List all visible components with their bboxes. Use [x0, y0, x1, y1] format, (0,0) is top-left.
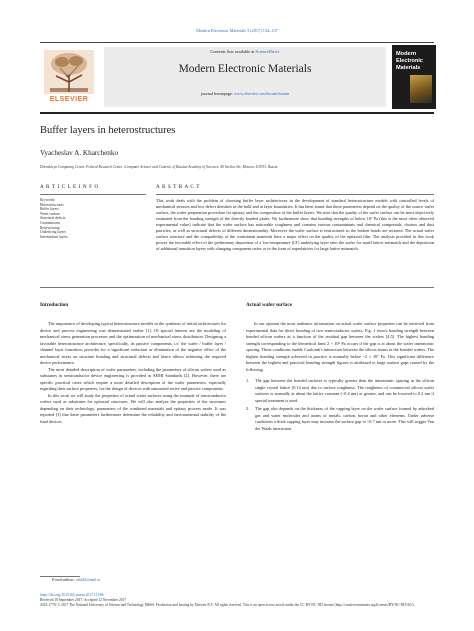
wafer-paragraph: In our opinion the most authentic information on actual wafer surface properties can be retrieved from experimental data for direct bonding of two semiconductor wafers. Fig. 1 shows bonding strength between bonded silicon wafers as a function of the residual gap between the wafers [4,5]. The highest bonding strength corresponding to the theoretical limit 2 × 10⁹ Pa occurs if the gap is at about the wafer interatomic spacing. These conditions enable Coulomb's interaction between the silicon atoms in the bonded wafers. The highest bonding strength achieved in practice is normally below ~2 × 10⁷ Pa. This significant difference between the highest and practical bonding strength figures is attributed to large surface gaps caused by the following.	[246, 321, 434, 372]
footnote-rule	[40, 576, 80, 577]
keyword: Contaminants	[40, 220, 60, 225]
keywords-block	[40, 198, 146, 239]
contents-prefix: Contents lists available at	[210, 49, 256, 54]
list-text: The gap also depends on the thickness of the capping layer on the wafer surface formed by adsorbed gas and water molecules and atoms of metals, carbon, boron and other elements. Under adverse conditions a thick capping layer may increase the surface gap to ~0.7 nm or more. This will trigger Van der Waals interaction	[255, 406, 434, 431]
keyword: Buffer layers	[40, 207, 59, 212]
list-number: 1.	[246, 378, 250, 383]
keyword: Heterostructures	[40, 202, 64, 207]
keyword: Underlying layers	[40, 230, 66, 235]
top-rule	[40, 42, 434, 43]
abstract-rule	[156, 194, 434, 195]
list-item	[246, 378, 434, 404]
cover-title-line: Modern	[396, 51, 417, 57]
sciencedirect-link[interactable]: ScienceDirect	[255, 49, 280, 54]
abstract-heading: A B S T R A C T	[156, 184, 201, 190]
introduction-section	[40, 302, 226, 425]
article-info-rule	[40, 194, 146, 195]
author-name[interactable]: Vyacheslav A. Kharchenko	[40, 149, 119, 157]
abstract-bottom-rule	[40, 287, 434, 288]
email-link[interactable]: vakh61@mail.ru	[75, 578, 100, 582]
footnote-email	[52, 578, 100, 583]
abstract-text: This work deals with the problem of choosing buffer layer architectures in the development of standard heterostructure models with controlled levels of mechanical stresses and low defect densities in the bulk and at layer boundaries. It has been found that these parameters depend on the quality of the source wafer surface, the wafer preparation procedure for epitaxy and the composition of the buffer layers. We note that the quality of the wafer surface can be most objectively estimated from the bonding strength of the directly bonded plates. We furthermore show that bonding strengths of below 10⁷ Pa (this is the most often observed experimental value) indicate that the wafer surface has noticeable roughness and contains various contaminants and chemical compounds, clusters and dust particles, as well as structural defects of different dimensionality. Moreover the wafer surface is restructured so the broken bonds are restored. The actual wafer surface structure and the compatibility of the constituent materials have a major effect on the quality of the epitaxial film. The analysis provided in this work proves the favorable effect of the preliminary deposition of a low-temperature (LT) underlying layer onto the wafer for small lattice mismatch and the deposition of additional transition layers with changing component ratios or in the form of superlattices for large lattice mismatch.	[156, 198, 434, 252]
journal-cover	[392, 45, 436, 109]
list-number: 2.	[246, 406, 250, 411]
list-item	[246, 406, 434, 432]
cover-title-line: Electronic	[396, 57, 424, 64]
list-text: The gap between the bonded surfaces is typically greater than the interatomic spacing in the silicon single crystal lattice (0.14 nm) due to surface roughness. The roughness of commercial silicon wafer surfaces is normally at about the lattice constant (~0.4 nm) or greater, and can be lowered to 0.2 nm if special treatment is used.	[255, 378, 434, 403]
homepage-link[interactable]: www.elsevier.com/locate/moem	[234, 91, 290, 96]
introduction-heading: Introduction	[40, 302, 69, 308]
email-label: E-mail address:	[52, 578, 76, 582]
keywords-label: Keywords:	[40, 198, 56, 202]
keyword: Wafer surface	[40, 211, 60, 216]
publisher-name: ELSEVIER	[49, 96, 89, 103]
affiliation: Dorodnicyn Computing Centre, Federal Research Center «Computer Science and Control» of Russian Academy of Sciences, 40 Vavilov Str., Moscow 119333, Russia	[40, 165, 278, 169]
elsevier-tree-icon	[40, 48, 98, 96]
cover-title	[396, 51, 423, 71]
elsevier-logo	[40, 48, 98, 106]
article-title: Buffer layers in heterostructures	[40, 125, 176, 136]
keyword: Intermediate layers	[40, 234, 68, 239]
keyword: Structural defects	[40, 216, 66, 221]
intro-paragraph: The importance of developing typical heterostructure models in the synthesis of initial architectures for device and process engineering was demonstrated earlier [1]. Of special interest are the modeling of mechanical stress generation processes and the optimization of mechanical stress distribution. Designing a favorable heterostructure architecture, specifically, its passive components, i.e. the wafer / buffer layer / channel layer transition, provides for a significant reduction or elimination of the negative effect of the mechanical stress on structure bonding and structural defects and hence allows achieving the required device performance.	[40, 321, 226, 365]
header-rule	[40, 112, 434, 114]
homepage-line	[104, 91, 386, 97]
actual-wafer-section	[246, 302, 434, 432]
journal-name: Modern Electronic Materials	[178, 63, 312, 75]
cover-title-line: Materials	[396, 64, 421, 71]
doi-link[interactable]: https://doi.org/10.1016/j.moem.2017.11.006	[40, 593, 104, 597]
received-dates: Received 18 September 2017; Accepted 12 November 2017	[40, 598, 127, 602]
license-text: 2452-1779/ © 2017 The National University of Science and Technology MISiS. Production and hosting by Elsevier B.V. All rights reserved. This is an open access article under the CC BY-NC-ND license (http://creativecommons.org/licenses/BY-NC-ND/4.0/).	[40, 603, 415, 607]
actual-wafer-heading: Actual wafer surface	[246, 302, 293, 308]
cover-image	[410, 75, 432, 103]
homepage-prefix: journal homepage:	[200, 91, 235, 96]
intro-paragraph: The most detailed description of wafer parameters, including the parameters of silicon wafers used as substrates in semiconductor device engineering is provided in SEMI Standards [2]. However, there are specific practical cases which require a more detailed description of the wafer parameters, especially regarding their surface properties, for the design of devices with nanosized active and passive components.	[40, 366, 226, 391]
contents-line	[104, 49, 386, 55]
article-info-heading: A R T I C L E I N F O	[40, 184, 99, 190]
journal-header-box	[104, 47, 386, 107]
running-header[interactable]: Modern Electronic Materials 3 (2017) 134–137	[196, 28, 278, 33]
intro-paragraph: In this work we will study the properties of actual wafer surfaces using the example of semiconductor wafers used as substrates for epitaxial structures. We will also analyze the properties of the structures depending on their technology, parameters of the combined materials and epitaxy process mode. It was reported [3] that these parameters furthermore determine the reliability and environmental stability of the final devices.	[40, 392, 226, 424]
keyword: Restructuring	[40, 225, 60, 230]
